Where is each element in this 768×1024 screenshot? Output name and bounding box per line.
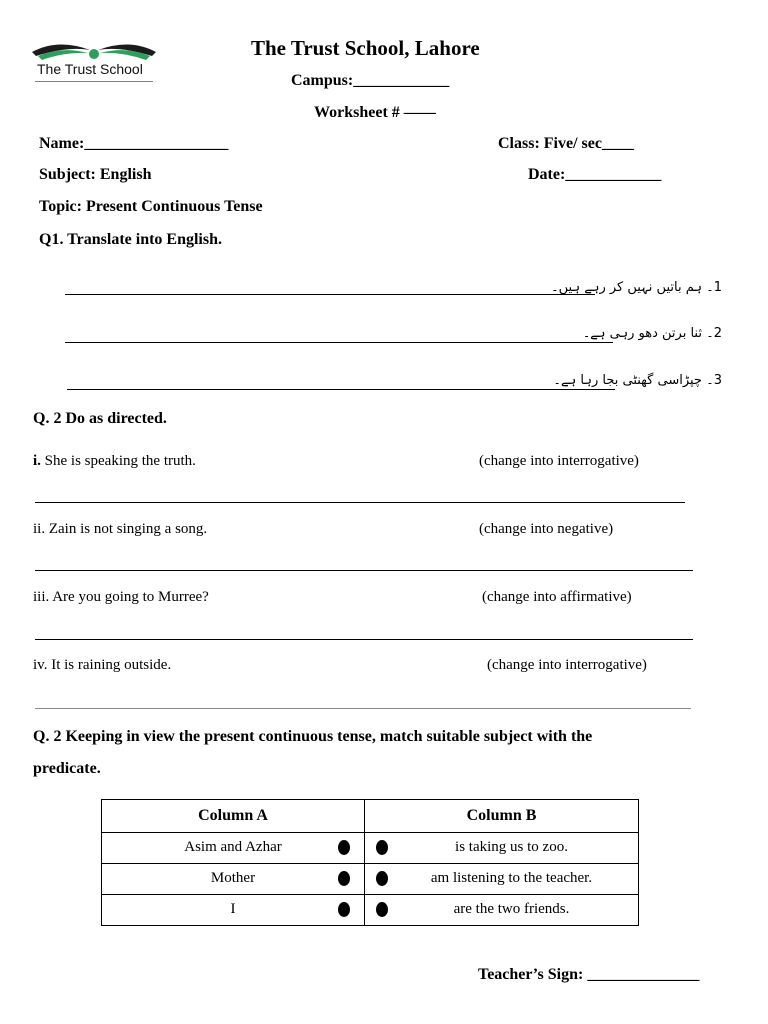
instruction: (change into interrogative) (487, 657, 647, 673)
sentence: Are you going to Murree? (52, 589, 209, 605)
q2-item (33, 521, 207, 538)
class-field: Class: Five/ sec____ (498, 135, 634, 152)
roman-numeral: i. (33, 453, 41, 469)
roman-numeral: ii. (33, 521, 46, 537)
instruction: (change into interrogative) (479, 453, 639, 469)
q3-heading-continued: predicate. (33, 760, 101, 777)
school-logo-icon (28, 34, 160, 86)
answer-line (65, 294, 595, 295)
urdu-sentence: 2۔ ثنا برتن دھو رہی ہے۔ (582, 326, 722, 341)
urdu-sentence: 3۔ چپڑاسی گھنٹی بجا رہا ہے۔ (553, 373, 722, 388)
subject-label: Subject: English (39, 166, 152, 183)
campus-label: Campus:____________ (291, 72, 450, 89)
urdu-sentence: 1۔ ہم باتیں نہیں کر رہے ہیں۔ (551, 280, 722, 295)
match-dot-icon[interactable] (376, 840, 388, 855)
q2-item (33, 657, 171, 674)
answer-line (35, 639, 693, 640)
instruction: (change into affirmative) (482, 589, 632, 605)
answer-line (35, 502, 685, 503)
q1-heading: Q1. Translate into English. (39, 231, 222, 248)
teacher-sign: Teacher’s Sign: ______________ (478, 966, 700, 983)
table-row (102, 895, 639, 926)
match-dot-icon[interactable] (338, 840, 350, 855)
answer-line (67, 389, 615, 390)
answer-line (65, 342, 613, 343)
predicate-cell: are the two friends. (453, 901, 570, 917)
logo-underline (35, 81, 153, 82)
roman-numeral: iii. (33, 589, 50, 605)
subject-cell: Mother (210, 870, 256, 886)
q2-item (33, 589, 209, 606)
subject-cell: Asim and Azhar (184, 839, 282, 855)
q2-heading: Q. 2 Do as directed. (33, 410, 167, 427)
logo-text: The Trust School (37, 61, 143, 77)
sentence: She is speaking the truth. (44, 453, 196, 469)
table-row (102, 864, 639, 895)
sentence: It is raining outside. (51, 657, 172, 673)
match-dot-icon[interactable] (338, 902, 350, 917)
date-field: Date:____________ (528, 166, 662, 183)
match-table (101, 799, 639, 926)
match-dot-icon[interactable] (376, 902, 388, 917)
match-dot-icon[interactable] (338, 871, 350, 886)
table-header-row (102, 800, 639, 833)
table-row (102, 833, 639, 864)
school-title: The Trust School, Lahore (251, 36, 480, 60)
instruction: (change into negative) (479, 521, 614, 537)
name-field: Name:__________________ (39, 135, 229, 152)
topic-label: Topic: Present Continuous Tense (39, 198, 263, 215)
q2-item (33, 453, 196, 470)
answer-line (35, 570, 693, 571)
roman-numeral: iv. (33, 657, 48, 673)
predicate-cell: am listening to the teacher. (430, 870, 593, 886)
worksheet-label: Worksheet # —— (314, 104, 436, 121)
q3-heading: Q. 2 Keeping in view the present continuous tense, match suitable subject with the (33, 728, 593, 745)
subject-cell: I (230, 901, 236, 917)
column-a-header: Column A (102, 800, 365, 833)
answer-line (35, 708, 691, 709)
match-dot-icon[interactable] (376, 871, 388, 886)
sentence: Zain is not singing a song. (48, 521, 208, 537)
column-b-header: Column B (364, 800, 638, 833)
predicate-cell: is taking us to zoo. (455, 839, 568, 855)
